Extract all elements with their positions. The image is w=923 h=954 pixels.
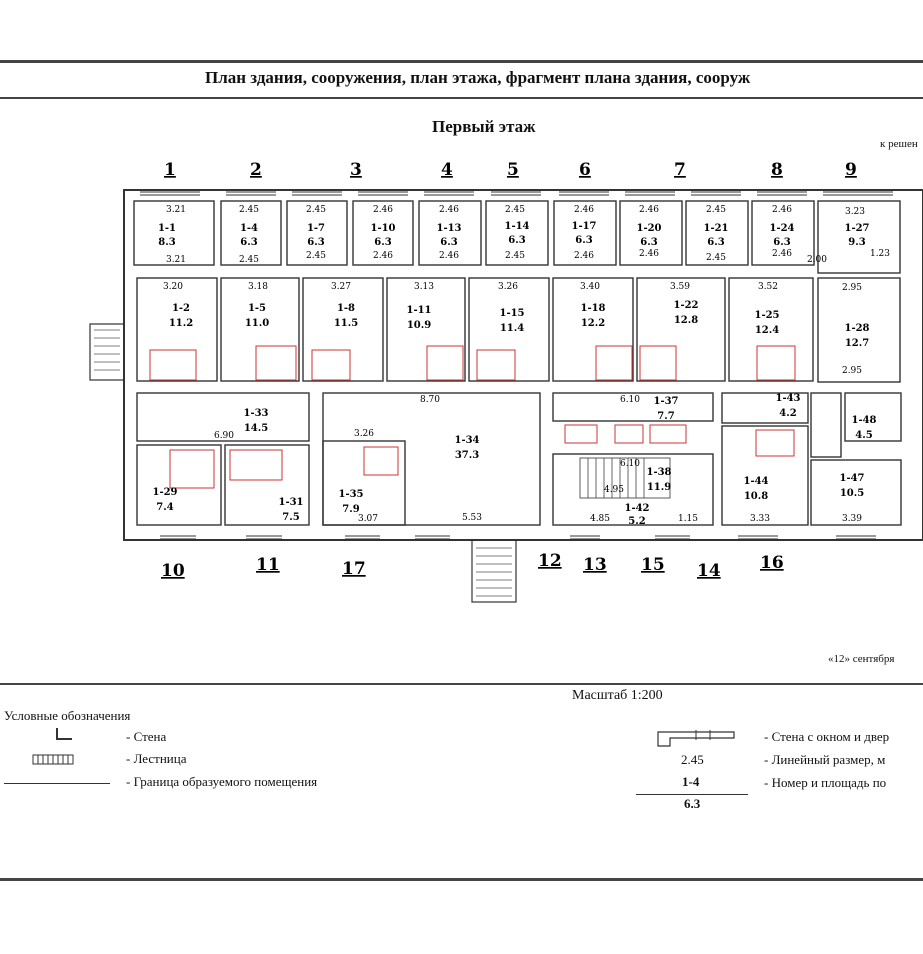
axis-num-7: 7 [674, 160, 686, 180]
room-number: 1-34 [454, 435, 480, 446]
dim-label: 3.26 [353, 429, 375, 439]
room-number: 1-21 [703, 223, 729, 234]
dim-label: 2.46 [438, 251, 460, 261]
room-number: 1-31 [278, 497, 304, 508]
room-area: 6.3 [374, 237, 392, 248]
room-area: 6.3 [640, 237, 658, 248]
dim-label: 2.00 [806, 255, 828, 265]
dimension-labels [163, 205, 890, 524]
dim-label: 2.46 [438, 205, 460, 215]
axis-num-12: 12 [538, 551, 562, 571]
room-number: 1-4 [239, 223, 259, 234]
legend-boundary: - Граница образуемого помещения [126, 774, 318, 789]
room-number: 1-48 [851, 415, 877, 426]
room-number: 1-47 [839, 473, 865, 484]
dim-label: 3.59 [669, 282, 691, 292]
room-number: 1-14 [504, 221, 530, 232]
legend-sample-divider [636, 794, 748, 795]
dim-label: 2.46 [573, 251, 595, 261]
room-number: 1-13 [436, 223, 462, 234]
dim-label: 3.27 [330, 282, 352, 292]
room-area: 12.2 [580, 318, 606, 329]
axis-num-16: 16 [760, 553, 784, 573]
dim-label: 3.40 [579, 282, 601, 292]
floor-plan [0, 140, 923, 610]
axis-num-6: 6 [579, 160, 591, 180]
stairs-symbol-icon [32, 752, 74, 766]
room-number: 1-44 [743, 476, 769, 487]
dim-label: 2.46 [372, 251, 394, 261]
axis-num-3: 3 [350, 160, 362, 180]
dim-label: 1.23 [869, 249, 891, 259]
room-area: 5.2 [628, 516, 646, 527]
scale-label: Масштаб 1:200 [572, 688, 663, 703]
legend-number-area: - Номер и площадь по [764, 775, 887, 790]
dim-label: 3.21 [165, 205, 187, 215]
legend-stairs: - Лестница [126, 751, 187, 766]
axis-numbers-top [164, 160, 857, 180]
boundary-symbol-icon [4, 783, 110, 784]
bottom-windows [160, 536, 876, 539]
axis-num-15: 15 [641, 555, 665, 575]
room-area: 4.5 [855, 430, 873, 441]
dim-label: 2.45 [238, 205, 260, 215]
room-area: 10.8 [743, 491, 769, 502]
dim-label: 6.90 [213, 431, 235, 441]
room-area: 12.4 [754, 325, 780, 336]
room-area: 12.7 [844, 338, 870, 349]
room-number: 1-8 [336, 303, 356, 314]
dim-label: 6.10 [619, 395, 641, 405]
room-number: 1-28 [844, 323, 870, 334]
room-number: 1-37 [653, 396, 679, 407]
room-number: 1-33 [243, 408, 269, 419]
dim-label: 3.52 [757, 282, 779, 292]
room-number: 1-42 [624, 503, 650, 514]
dim-label: 3.26 [497, 282, 519, 292]
legend-sample-number: 1-4 [682, 774, 700, 789]
room-area: 37.3 [454, 450, 480, 461]
room-area: 7.5 [282, 512, 300, 523]
room-area: 6.3 [307, 237, 325, 248]
axis-num-8: 8 [771, 160, 783, 180]
dim-label: 2.46 [638, 205, 660, 215]
room-number: 1-1 [157, 223, 177, 234]
dim-label: 2.45 [305, 251, 327, 261]
dim-label: 2.45 [705, 253, 727, 263]
wc-boxes [150, 346, 795, 380]
room-area: 6.3 [440, 237, 458, 248]
legend-sample-area: 6.3 [684, 796, 701, 811]
dim-label: 2.45 [705, 205, 727, 215]
axis-num-13: 13 [583, 555, 607, 575]
axis-num-4: 4 [441, 160, 453, 180]
legend-linear-dim: - Линейный размер, м [764, 752, 886, 767]
axis-num-10: 10 [161, 561, 185, 581]
dim-label: 8.70 [419, 395, 441, 405]
dim-label: 3.20 [162, 282, 184, 292]
legend-wall-window: - Стена с окном и двер [764, 729, 890, 744]
dim-label: 5.53 [461, 513, 483, 523]
room-area: 10.5 [839, 488, 865, 499]
room-area: 11.4 [499, 323, 525, 334]
room-number: 1-7 [306, 223, 326, 234]
room-number: 1-29 [152, 487, 178, 498]
floor-title: Первый этаж [432, 117, 536, 136]
stairs-bottom-steps [476, 548, 512, 596]
room-number: 1-11 [406, 305, 432, 316]
axis-num-9: 9 [845, 160, 857, 180]
room-area: 11.5 [333, 318, 359, 329]
stairs-bottom [472, 540, 516, 602]
axis-num-11: 11 [256, 555, 280, 575]
room-area: 7.9 [342, 504, 360, 515]
dim-label: 4.85 [589, 514, 611, 524]
room-area: 6.3 [240, 237, 258, 248]
room-number: 1-10 [370, 223, 396, 234]
dim-label: 3.21 [165, 255, 187, 265]
room-number: 1-15 [499, 308, 525, 319]
dim-label: 2.46 [638, 249, 660, 259]
room-number: 1-38 [646, 467, 672, 478]
room-area: 11.2 [168, 318, 194, 329]
room-number: 1-27 [844, 223, 870, 234]
room-number: 1-17 [571, 221, 597, 232]
dim-label: 2.45 [238, 255, 260, 265]
top-rule [0, 60, 923, 63]
dim-label: 1.15 [677, 514, 699, 524]
legend-title: Условные обозначения [4, 708, 131, 723]
room-number: 1-2 [171, 303, 191, 314]
dim-label: 6.10 [619, 459, 641, 469]
dim-label: 4.95 [603, 485, 625, 495]
dim-label: 2.46 [771, 249, 793, 259]
legend-wall: - Стена [126, 729, 167, 744]
room-area: 7.4 [156, 502, 174, 513]
top-windows [140, 192, 893, 195]
porch-left-steps [94, 330, 120, 370]
axis-num-1: 1 [164, 160, 176, 180]
dim-label: 3.33 [749, 514, 771, 524]
wall-symbol-icon [56, 728, 72, 740]
room-area: 11.0 [244, 318, 270, 329]
dim-label: 3.18 [247, 282, 269, 292]
axis-num-14: 14 [697, 561, 721, 581]
wall-window-symbol-icon [656, 726, 736, 748]
dim-label: 3.39 [841, 514, 863, 524]
room-number: 1-43 [775, 393, 801, 404]
axis-num-5: 5 [507, 160, 519, 180]
room-area: 7.7 [657, 411, 675, 422]
room-area: 6.3 [575, 235, 593, 246]
dim-label: 2.45 [504, 205, 526, 215]
dim-label: 3.07 [357, 514, 379, 524]
corner-note: к решен [880, 138, 918, 150]
dim-label: 3.13 [413, 282, 435, 292]
room-area: 6.3 [773, 237, 791, 248]
lower-wc [170, 425, 794, 488]
room-number: 1-22 [673, 300, 699, 311]
room-area: 10.9 [406, 320, 432, 331]
legend-rule [0, 683, 923, 685]
room-number: 1-18 [580, 303, 606, 314]
axis-num-17: 17 [342, 559, 366, 579]
room-area: 9.3 [848, 237, 866, 248]
date-note: «12» сентября [828, 653, 895, 665]
room-area: 8.3 [158, 237, 176, 248]
document-title: План здания, сооружения, план этажа, фрагмент плана здания, сооруж [205, 68, 751, 87]
room-area: 12.8 [673, 315, 699, 326]
dim-label: 2.95 [841, 366, 863, 376]
room-area: 4.2 [779, 408, 797, 419]
dim-label: 2.46 [573, 205, 595, 215]
room-number: 1-20 [636, 223, 662, 234]
bottom-rule [0, 878, 923, 881]
room-area: 11.9 [646, 482, 672, 493]
porch-left [90, 324, 124, 380]
dim-label: 2.46 [771, 205, 793, 215]
room-number: 1-5 [247, 303, 267, 314]
room-area: 6.3 [707, 237, 725, 248]
room-area: 14.5 [243, 423, 269, 434]
legend-sample-dimension: 2.45 [681, 752, 704, 767]
dim-label: 2.46 [372, 205, 394, 215]
room-number: 1-35 [338, 489, 364, 500]
dim-label: 2.45 [305, 205, 327, 215]
room-area: 6.3 [508, 235, 526, 246]
title-rule [0, 97, 923, 99]
dim-label: 3.23 [844, 207, 866, 217]
axis-num-2: 2 [250, 160, 262, 180]
dim-label: 2.95 [841, 283, 863, 293]
dim-label: 2.45 [504, 251, 526, 261]
room-number: 1-24 [769, 223, 795, 234]
room-number: 1-25 [754, 310, 780, 321]
